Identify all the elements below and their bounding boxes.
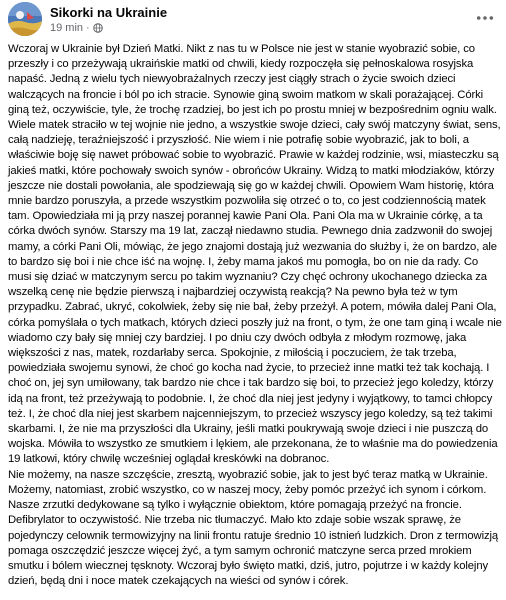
more-options-icon[interactable] — [473, 8, 497, 28]
post-meta — [50, 22, 103, 34]
post-header — [0, 0, 506, 38]
globe-icon[interactable] — [93, 23, 103, 33]
post-body — [8, 42, 502, 589]
post-time[interactable]: 19 min — [50, 22, 84, 34]
meta-separator: · — [86, 22, 90, 34]
post-paragraph: Nie możemy, na nasze szczęście, zresztą, wyobrazić sobie, jak to jest być teraz matką w Ukrainie. Możemy, natomiast, zrobić wszystko, co w naszej mocy, żeby pomóc przeżyć ich synom i córkom. Nasze zrzutki dedykowane są tylko i wyłącznie obiektom, które pomagają przeżyć na froncie. Defibrylator to oczywistość. Nie trzeba nic tłumaczyć. Mało kto zdaje sobie wszak sprawę, że pojedynczy celownik termowizyjny na linii frontu ratuje średnio 10 istnień ludzkich. Dron z termowizją pomaga oszczędzić jeszcze więcej żyć, a tym samym ochronić matczyne serca przed mrokiem smutku i bólem wiecznej tęsknoty. Wczoraj było święto matki, dziś, jutro, pojutrze i w każdy kolejny dzień, będą dni i noce matek czekających na wieści od synów i córek. — [8, 468, 499, 588]
page-avatar-icon[interactable] — [8, 2, 42, 36]
post-paragraph: Wczoraj w Ukrainie był Dzień Matki. Nikt z nas tu w Polsce nie jest w stanie wyobrazić sobie, co przeszły i co przeżywają ukraińskie matki od chwili, kiedy rozpoczęła się pełnoskalowa rosyjska napaść. Jedną z wielu tych niewyobrażalnych rzeczy jest ciągły strach o życie swoich dzieci walczących na froncie i ból po ich stracie. Synowie giną swoim matkom w skali porażającej. Córki giną też, oczywiście, tyle, że trochę rzadziej, bo jest ich po prostu mniej w bezpośrednim ogniu walk. Wiele matek straciło w tej wojnie nie jedno, a wszystkie swoje dzieci, cały swój matczyny świat, sens, całą nadzieję, teraźniejszość i przyszłość. Nie wiem i nie potrafię sobie wyobrazić, jak to boli, a właściwie boję się nawet próbować sobie to wyobrazić. Prawie w każdej rodzinie, wsi, miasteczku są jakieś matki, które pochowały swoich synów - obrońców Ukrainy. Widzą to matki młodziaków, którzy jeszcze nie dostali powołania, ale spodziewają się go w każdej chwili. Opowiem Wam historię, która mnie bardzo poruszyła, a przede wszystkim pozwoliła się otrzeć o to, co jest codziennością matek tam. Opowiedziała mi ją przy naszej porannej kawie Pani Ola. Pani Ola ma w Ukrainie córkę, a ta córka dwóch synów. Starszy ma 19 lat, zaczął niedawno studia. Pewnego dnia zadzwonił do swojej mamy, a córki Pani Oli, mówiąc, że jego znajomi dostają już wezwania do służby i, że on bardzo, ale to bardzo się boi i nie chce iść na wojnę. I, żeby mama jakoś mu pomogła, bo on nie da rady. Co musi się dziać w matczynym sercu po takim wyznaniu? Czy chęć ochrony ukochanego dziecka za wszelką cenę nie będzie pierwszą i najbardziej oczywistą reakcją? Na pewno była też w tym przypadku. Zabrać, ukryć, cokolwiek, żeby się nie bał, żeby przeżył. A potem, mówiła dalej Pani Ola, córka pomyślała o tych matkach, których dzieci poszły już na front, o tym, że one tam giną i wcale nie wiadomo czy bały się mniej czy bardziej. I po dniu czy dwóch odbyła z młodym rozmowę, jaka większości z nas, matek, rozdarłaby serca. Spokojnie, z miłością i poczuciem, że tak trzeba, powiedziała swojemu synowi, że choć go kocha nad życie, to przecież inne matki też tak kochają. I choć on, jej syn umiłowany, tak bardzo nie chce i tak bardzo się boi, to przecież jego koledzy, którzy idą na front, też przeżywają to podobnie. I, że choć dla niej jest jedyny i wyjątkowy, to tamci chłopcy też. I, że choć dla niej jest skarbem najcenniejszym, to przecież wszyscy jego koledzy, są też takimi skarbami. I, że nie ma przyszłości dla Ukrainy, jeśli matki poukrywają swoje dzieci i nie puszczą do wojska. Mówiła to wszystko ze smutkiem i lękiem, ale przekonana, że to właśnie ma do powiedzenia 19 latkowi, który chwilę wcześniej oglądał kreskówki na dobranoc. — [8, 43, 502, 466]
page-name-link[interactable]: Sikorki na Ukrainie — [50, 5, 168, 20]
avatar-image — [8, 2, 42, 36]
